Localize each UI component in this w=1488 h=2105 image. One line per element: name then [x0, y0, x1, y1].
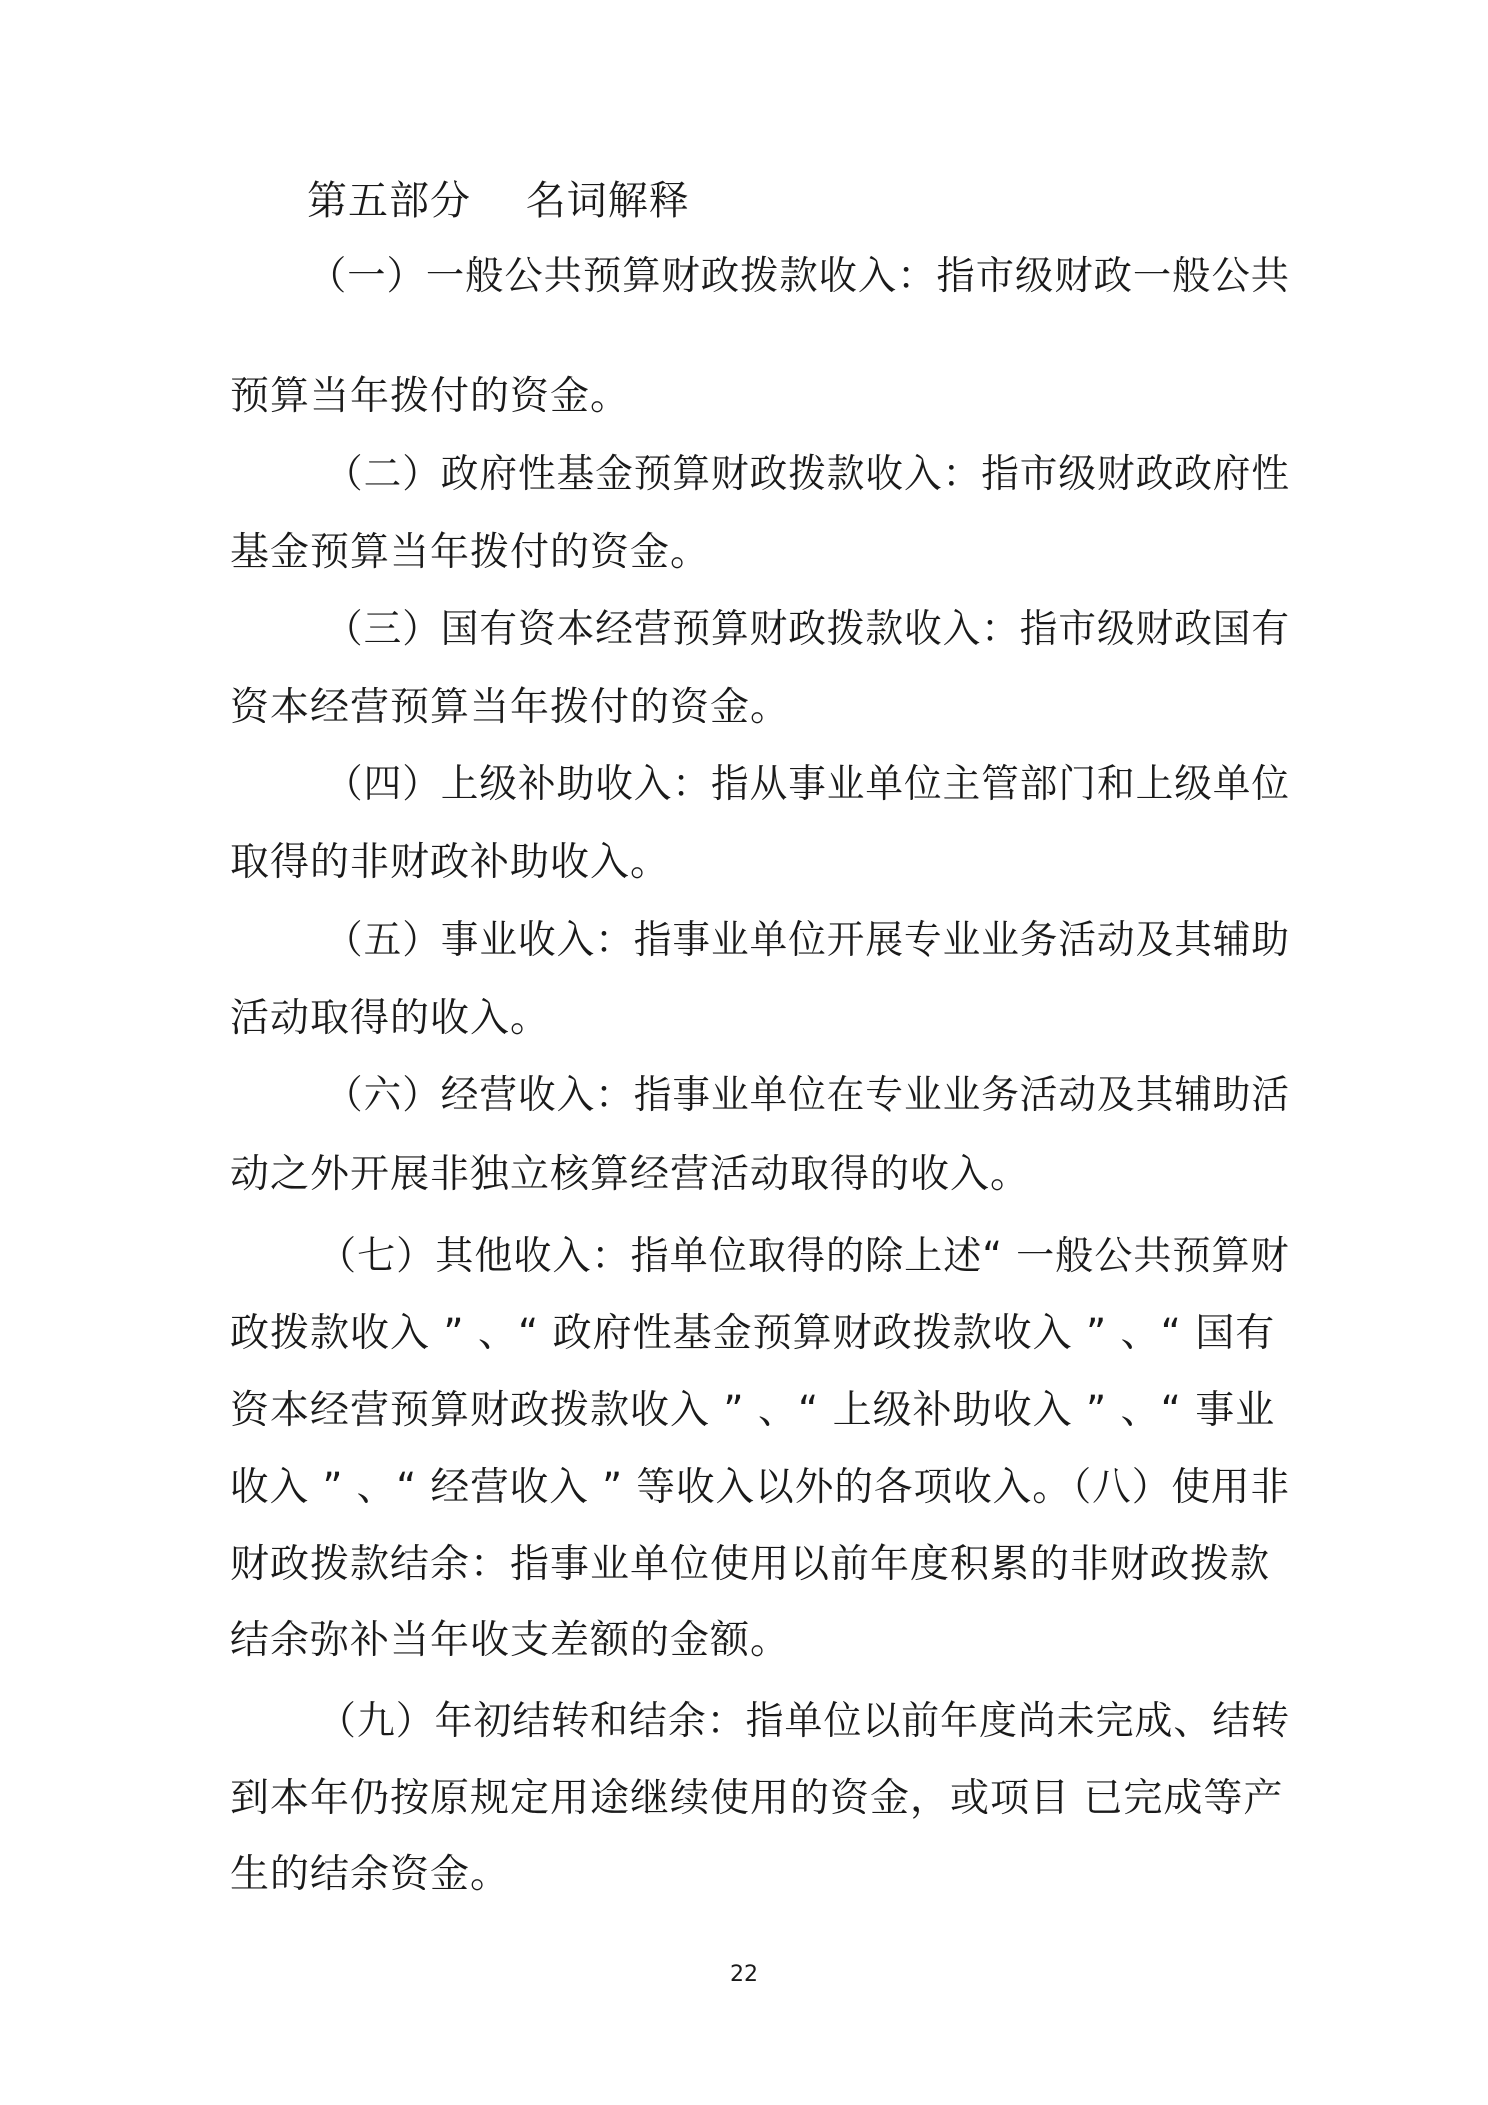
- paragraph-line: 预算当年拨付的资金。: [230, 374, 631, 419]
- paragraph-line: 生的结余资金。: [230, 1852, 511, 1897]
- page-number: 22: [730, 1962, 758, 1987]
- paragraph-line: 取得的非财政补助收入。: [230, 840, 671, 885]
- paragraph-line: （一）一般公共预算财政拨款收入：指市级财政一般公共: [308, 254, 1291, 299]
- paragraph-line: （二）政府性基金预算财政拨款收入：指市级财政政府性: [325, 452, 1291, 497]
- paragraph-line: （五）事业收入：指事业单位开展专业业务活动及其辅助: [325, 918, 1291, 963]
- paragraph-line: （四）上级补助收入：指从事业单位主管部门和上级单位: [325, 762, 1291, 807]
- paragraph-line: 资本经营预算当年拨付的资金。: [230, 685, 791, 730]
- paragraph-line: 到本年仍按原规定用途继续使用的资金，或项目 已完成等产: [230, 1776, 1284, 1821]
- paragraph-line: 结余弥补当年收支差额的金额。: [230, 1618, 791, 1663]
- paragraph-line: （三）国有资本经营预算财政拨款收入：指市级财政国有: [325, 607, 1291, 652]
- paragraph-line: 动之外开展非独立核算经营活动取得的收入。: [230, 1152, 1031, 1197]
- paragraph-line: 资本经营预算财政拨款收入 ” 、“ 上级补助收入 ” 、“ 事业: [230, 1388, 1276, 1433]
- paragraph-line: （七）其他收入：指单位取得的除上述“ 一般公共预算财: [318, 1234, 1290, 1279]
- paragraph-line: 财政拨款结余：指事业单位使用以前年度积累的非财政拨款: [230, 1542, 1271, 1587]
- paragraph-line: （六）经营收入：指事业单位在专业业务活动及其辅助活: [325, 1073, 1291, 1118]
- paragraph-line: 收入 ” 、“ 经营收入 ” 等收入以外的各项收入。（八）使用非: [230, 1465, 1291, 1510]
- section-title: 第五部分 名词解释: [307, 178, 690, 224]
- paragraph-line: 活动取得的收入。: [230, 996, 551, 1041]
- paragraph-line: 政拨款收入 ” 、“ 政府性基金预算财政拨款收入 ” 、“ 国有: [230, 1311, 1276, 1356]
- paragraph-line: （九）年初结转和结余：指单位以前年度尚未完成、结转: [318, 1699, 1291, 1744]
- paragraph-line: 基金预算当年拨付的资金。: [230, 530, 711, 575]
